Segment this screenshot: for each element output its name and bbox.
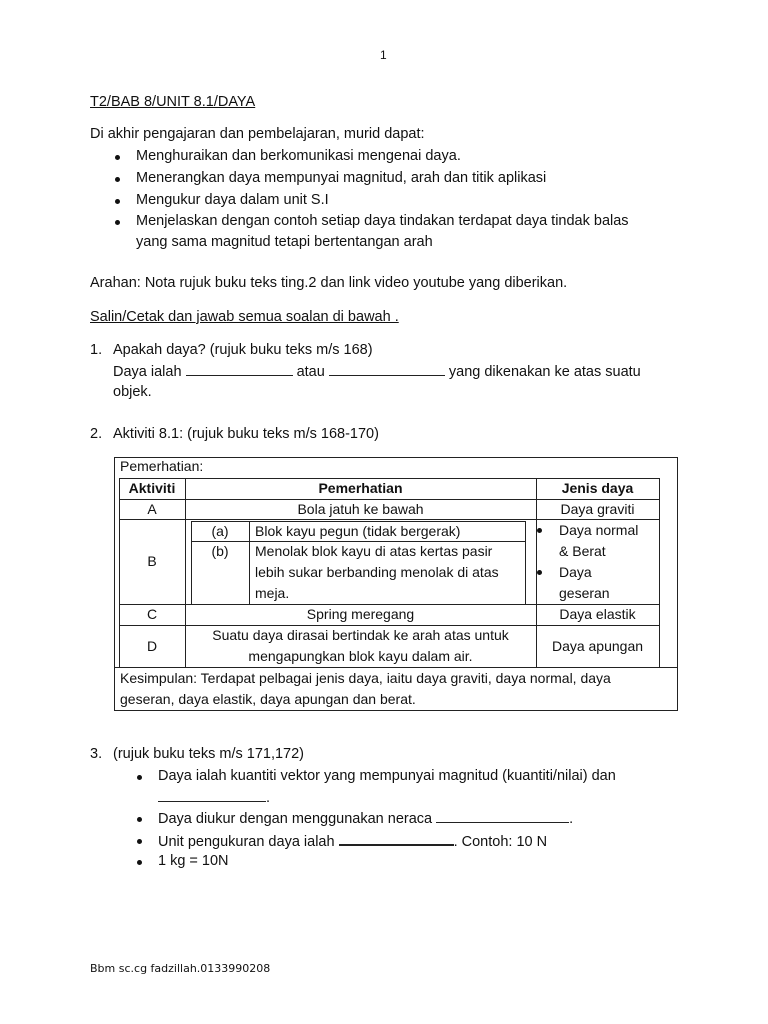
row-b-sub-b-label: (b) [211,543,229,559]
q3-bullet-1: Daya ialah kuantiti vektor yang mempunyai magnitud (kuantiti/nilai) dan [158,768,616,784]
q3-bullet-1-answer [158,789,270,806]
intro-text: Di akhir pengajaran dan pembelajaran, murid dapat: [90,126,425,142]
row-a-activity: A [147,501,157,517]
q1-line-end: objek. [113,384,152,400]
row-b-type2-line1: Daya [559,564,592,580]
q1-question: Apakah daya? (rujuk buku teks m/s 168) [113,342,373,358]
objective-item-continued: yang sama magnitud tetapi bertentangan arah [136,234,433,250]
bullet-icon [137,860,142,865]
row-b-sub-b-line3: meja. [255,585,290,601]
q1-text-part3: yang dikenakan ke atas suatu [448,364,641,380]
bullet-icon [137,775,142,780]
q3-blank-3[interactable] [339,832,454,846]
row-d-observation-line2: mengapungkan blok kayu dalam air. [248,648,473,664]
header-activity: Aktiviti [128,480,176,496]
row-b-sub-a-text: Blok kayu pegun (tidak bergerak) [255,523,461,539]
q3-blank-1[interactable] [158,789,266,802]
row-d-activity: D [146,638,158,654]
bullet-icon [115,177,120,182]
bullet-icon [537,570,542,575]
q1-blank-1[interactable] [186,363,293,376]
nested-table-border [249,521,250,604]
row-b-sub-a-label: (a) [211,523,229,539]
q3-bullet-3-text: Unit pengukuran daya ialah [158,834,335,850]
bullet-icon [115,155,120,160]
conclusion-line2: geseran, daya elastik, daya apungan dan berat. [120,691,416,707]
q3-blank-2[interactable] [436,810,569,823]
bullet-icon [115,199,120,204]
q3-bullet-2 [158,810,573,827]
instruction-text: Arahan: Nota rujuk buku teks ting.2 dan link video youtube yang diberikan. [90,275,568,291]
objective-item: Menjelaskan dengan contoh setiap daya tindakan terdapat daya tindak balas [136,213,629,229]
row-d-observation-line1: Suatu daya dirasai bertindak ke arah atas untuk [212,627,509,643]
row-b-sub-b-line1: Menolak blok kayu di atas kertas pasir [255,543,493,559]
q3-bullet-4: 1 kg = 10N [158,853,229,869]
q3-bullet-1-end: . [266,790,271,806]
row-b-type1-line1: Daya normal [559,522,639,538]
objective-item: Mengukur daya dalam unit S.I [136,192,329,208]
row-a-observation: Bola jatuh ke bawah [297,501,424,517]
q1-answer-line [113,363,641,380]
row-b-type2-line2: geseran [559,585,610,601]
q3-bullet-3 [158,832,547,850]
q2-number: 2. [90,426,103,442]
q3-question: (rujuk buku teks m/s 171,172) [113,746,305,762]
q3-bullet-2-text: Daya diukur dengan menggunakan neraca [158,811,433,827]
row-b-sub-b-line2: lebih sukar berbanding menolak di atas [255,564,499,580]
row-b-activity: B [147,553,157,569]
header-force-type: Jenis daya [561,480,634,496]
q1-number: 1. [90,342,103,358]
page-title: T2/BAB 8/UNIT 8.1/DAYA [90,94,256,110]
q3-bullet-2-end: . [569,811,574,827]
row-c-observation: Spring meregang [306,606,415,622]
row-d-type: Daya apungan [551,638,644,654]
observation-label: Pemerhatian: [120,458,204,474]
table-border [659,478,660,667]
nested-table-border [525,521,526,604]
row-a-type: Daya graviti [560,501,635,517]
bullet-icon [537,528,542,533]
header-observation: Pemerhatian [318,480,403,496]
row-c-activity: C [146,606,158,622]
bullet-icon [137,817,142,822]
q1-text-part1: Daya ialah [113,364,182,380]
page-number: 1 [380,48,387,62]
footer-credit: Bbm sc.cg fadzillah.0133990208 [90,962,271,975]
row-b-type1-line2: & Berat [559,543,606,559]
q2-question: Aktiviti 8.1: (rujuk buku teks m/s 168-170) [113,426,379,442]
q3-bullet-3-end: . Contoh: 10 N [453,834,548,850]
bullet-icon [115,220,120,225]
q1-blank-2[interactable] [329,363,445,376]
bullet-icon [137,839,142,844]
q3-number: 3. [90,746,103,762]
objective-item: Menerangkan daya mempunyai magnitud, arah dan titik aplikasi [136,170,547,186]
q1-text-part2: atau [296,364,325,380]
row-c-type: Daya elastik [559,606,636,622]
copy-instruction: Salin/Cetak dan jawab semua soalan di bawah . [90,309,399,325]
objective-item: Menghuraikan dan berkomunikasi mengenai daya. [136,148,461,164]
conclusion-line1: Kesimpulan: Terdapat pelbagai jenis daya, iaitu daya graviti, daya normal, daya [120,670,611,686]
